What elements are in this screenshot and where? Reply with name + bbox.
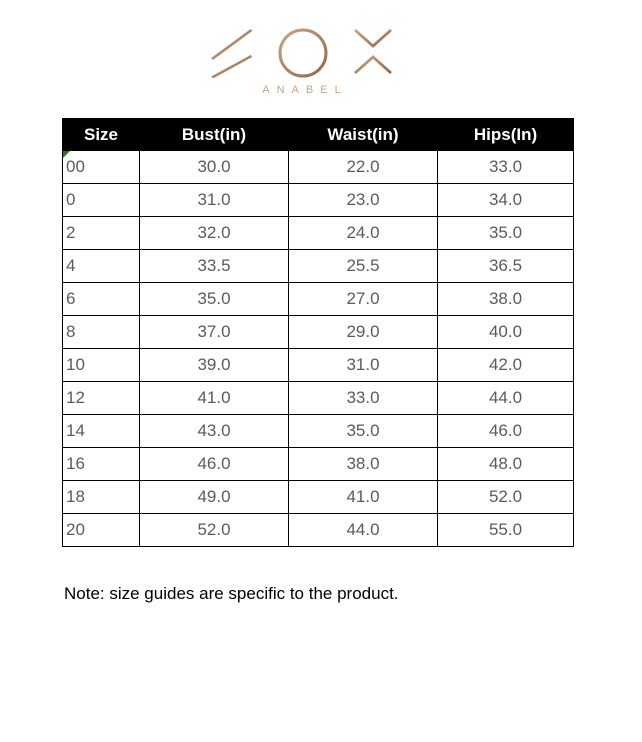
- measurement-cell: 41.0: [140, 382, 289, 415]
- logo-letter-n-icon: [212, 30, 252, 78]
- measurement-cell: 33.0: [289, 382, 438, 415]
- size-cell: 16: [63, 448, 140, 481]
- size-cell: 20: [63, 514, 140, 547]
- table-row: [63, 349, 574, 382]
- column-header: Hips(In): [438, 119, 574, 151]
- table-row: [63, 217, 574, 250]
- logo-letter-o-icon: [280, 30, 326, 76]
- table-body: [63, 151, 574, 547]
- measurement-cell: 44.0: [289, 514, 438, 547]
- size-cell: 10: [63, 349, 140, 382]
- size-guide-table: [62, 118, 574, 547]
- measurement-cell: 33.0: [438, 151, 574, 184]
- measurement-cell: 38.0: [438, 283, 574, 316]
- column-header: Size: [63, 119, 140, 151]
- measurement-cell: 48.0: [438, 448, 574, 481]
- measurement-cell: 36.5: [438, 250, 574, 283]
- measurement-cell: 46.0: [438, 415, 574, 448]
- table-header: [63, 119, 574, 151]
- measurement-cell: 35.0: [289, 415, 438, 448]
- measurement-cell: 34.0: [438, 184, 574, 217]
- table-row: [63, 415, 574, 448]
- size-cell: 18: [63, 481, 140, 514]
- measurement-cell: 49.0: [140, 481, 289, 514]
- table-row: [63, 514, 574, 547]
- measurement-cell: 24.0: [289, 217, 438, 250]
- measurement-cell: 31.0: [140, 184, 289, 217]
- table-row: [63, 151, 574, 184]
- measurement-cell: 23.0: [289, 184, 438, 217]
- column-header: Waist(in): [289, 119, 438, 151]
- measurement-cell: 42.0: [438, 349, 574, 382]
- size-cell: 14: [63, 415, 140, 448]
- measurement-cell: 33.5: [140, 250, 289, 283]
- brand-subtitle: ANABEL: [262, 84, 348, 96]
- table-row: [63, 250, 574, 283]
- measurement-cell: 27.0: [289, 283, 438, 316]
- note-text: Note: size guides are specific to the product.: [64, 584, 399, 603]
- measurement-cell: 46.0: [140, 448, 289, 481]
- size-cell: 6: [63, 283, 140, 316]
- measurement-cell: 44.0: [438, 382, 574, 415]
- measurement-cell: 52.0: [438, 481, 574, 514]
- measurement-cell: 37.0: [140, 316, 289, 349]
- table-row: [63, 481, 574, 514]
- measurement-cell: 55.0: [438, 514, 574, 547]
- size-cell: 0: [63, 184, 140, 217]
- measurement-cell: 25.5: [289, 250, 438, 283]
- table-row: [63, 283, 574, 316]
- measurement-cell: 40.0: [438, 316, 574, 349]
- nox-logo-icon: [210, 28, 393, 78]
- size-cell: 00: [63, 151, 140, 184]
- column-header: Bust(in): [140, 119, 289, 151]
- measurement-cell: 22.0: [289, 151, 438, 184]
- table-row: [63, 448, 574, 481]
- measurement-cell: 35.0: [140, 283, 289, 316]
- size-cell: 4: [63, 250, 140, 283]
- measurement-cell: 38.0: [289, 448, 438, 481]
- measurement-cell: 52.0: [140, 514, 289, 547]
- brand-logo: [210, 28, 393, 96]
- measurement-cell: 39.0: [140, 349, 289, 382]
- table-row: [63, 316, 574, 349]
- size-cell: 2: [63, 217, 140, 250]
- measurement-cell: 31.0: [289, 349, 438, 382]
- logo-letter-x-icon: [355, 30, 391, 73]
- header-row: [63, 119, 574, 151]
- table-row: [63, 184, 574, 217]
- measurement-cell: 35.0: [438, 217, 574, 250]
- measurement-cell: 41.0: [289, 481, 438, 514]
- cell-comment-marker-icon: [63, 151, 70, 158]
- measurement-cell: 43.0: [140, 415, 289, 448]
- measurement-cell: 29.0: [289, 316, 438, 349]
- size-cell: 8: [63, 316, 140, 349]
- table-row: [63, 382, 574, 415]
- measurement-cell: 32.0: [140, 217, 289, 250]
- size-cell: 12: [63, 382, 140, 415]
- measurement-cell: 30.0: [140, 151, 289, 184]
